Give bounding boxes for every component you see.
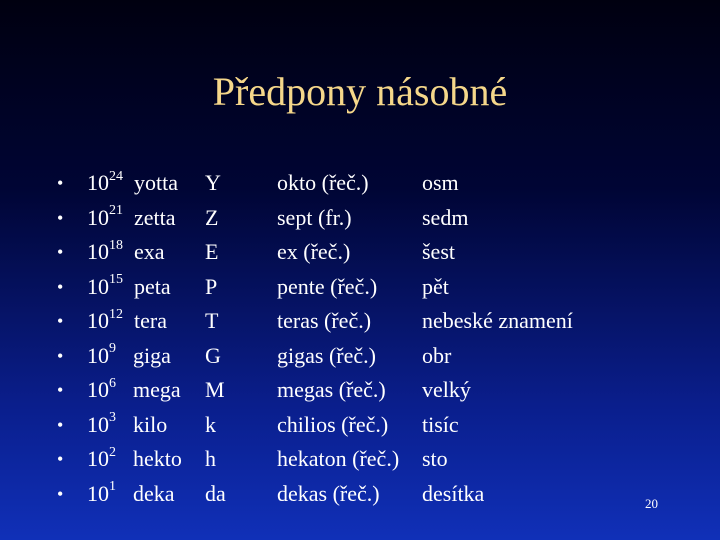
- prefix-origin: ex (řeč.): [277, 239, 351, 264]
- power-of-ten: [87, 201, 123, 235]
- prefix-name: mega: [133, 377, 181, 402]
- power-base: 10: [87, 170, 109, 195]
- bullet: •: [57, 311, 64, 331]
- prefix-meaning: desítka: [422, 480, 485, 506]
- prefix-origin: pente (řeč.): [277, 273, 378, 299]
- prefix-symbol: T: [205, 308, 219, 333]
- bullet: •: [57, 276, 64, 297]
- bullet: •: [57, 207, 64, 228]
- list-item: [0, 373, 720, 408]
- power-base: 10: [87, 377, 109, 402]
- bullet: •: [57, 173, 64, 193]
- prefix-meaning: nebeské znamení: [422, 308, 573, 333]
- prefix-meaning: tisíc: [422, 411, 459, 437]
- prefix-list: [0, 166, 720, 511]
- prefix-origin: gigas (řeč.): [277, 342, 376, 368]
- power-base: 10: [87, 342, 109, 368]
- prefix-name: kilo: [133, 411, 168, 437]
- bullet: •: [57, 242, 64, 262]
- prefix-name: giga: [133, 342, 171, 368]
- power-exponent: 24: [109, 168, 123, 184]
- bullet: •: [57, 414, 64, 435]
- power-of-ten: [87, 442, 116, 476]
- prefix-origin: hekaton (řeč.): [277, 446, 400, 471]
- power-exponent: 15: [109, 272, 123, 288]
- bullet: •: [57, 345, 64, 366]
- prefix-name: deka: [133, 480, 175, 506]
- prefix-meaning: osm: [422, 170, 459, 195]
- bullet: •: [57, 380, 64, 400]
- prefix-meaning: pět: [422, 273, 449, 299]
- power-exponent: 1: [109, 479, 116, 495]
- slide-title: Předpony násobné: [212, 69, 508, 114]
- power-exponent: 21: [109, 203, 123, 219]
- power-base: 10: [87, 308, 109, 333]
- prefix-origin: dekas (řeč.): [277, 480, 380, 506]
- prefix-meaning: šest: [422, 239, 455, 264]
- prefix-origin: okto (řeč.): [277, 170, 369, 195]
- bullet: •: [57, 449, 64, 469]
- prefix-symbol: E: [205, 239, 219, 264]
- prefix-name: peta: [134, 273, 171, 299]
- power-exponent: 3: [109, 410, 116, 426]
- prefix-origin: sept (fr.): [277, 204, 352, 230]
- prefix-symbol: Y: [205, 170, 221, 195]
- power-base: 10: [87, 273, 109, 299]
- bullet: •: [57, 483, 64, 504]
- power-exponent: 18: [109, 237, 123, 253]
- list-item: [0, 166, 720, 201]
- prefix-origin: teras (řeč.): [277, 308, 372, 333]
- power-exponent: 6: [109, 375, 116, 391]
- prefix-meaning: obr: [422, 342, 452, 368]
- list-item: [0, 304, 720, 339]
- prefix-symbol: G: [205, 342, 221, 368]
- page-number: 20: [645, 496, 658, 511]
- list-item: [0, 235, 720, 270]
- prefix-symbol: k: [205, 411, 216, 437]
- prefix-symbol: da: [205, 480, 226, 506]
- prefix-meaning: sedm: [422, 204, 469, 230]
- prefix-name: exa: [134, 239, 165, 264]
- power-of-ten: [87, 408, 116, 442]
- power-of-ten: [87, 304, 123, 338]
- power-exponent: 2: [109, 444, 116, 460]
- prefix-name: tera: [134, 308, 167, 333]
- prefix-symbol: h: [205, 446, 216, 471]
- power-exponent: 12: [109, 306, 123, 322]
- list-item: [0, 477, 720, 512]
- power-of-ten: [87, 477, 116, 511]
- power-base: 10: [87, 446, 109, 471]
- prefix-name: zetta: [134, 204, 176, 230]
- power-of-ten: [87, 235, 123, 269]
- list-item: [0, 270, 720, 305]
- prefix-symbol: M: [205, 377, 225, 402]
- list-item: [0, 408, 720, 443]
- prefix-name: yotta: [134, 170, 178, 195]
- power-base: 10: [87, 411, 109, 437]
- power-of-ten: [87, 373, 116, 407]
- prefix-origin: megas (řeč.): [277, 377, 386, 402]
- prefix-origin: chilios (řeč.): [277, 411, 389, 437]
- prefix-meaning: sto: [422, 446, 448, 471]
- prefix-symbol: Z: [205, 204, 219, 230]
- power-base: 10: [87, 239, 109, 264]
- power-exponent: 9: [109, 341, 116, 357]
- power-of-ten: [87, 166, 123, 200]
- power-base: 10: [87, 480, 109, 506]
- prefix-symbol: P: [205, 273, 218, 299]
- power-of-ten: [87, 339, 116, 373]
- list-item: [0, 339, 720, 374]
- prefix-name: hekto: [133, 446, 182, 471]
- list-item: [0, 442, 720, 477]
- list-item: [0, 201, 720, 236]
- prefix-meaning: velký: [422, 377, 471, 402]
- power-base: 10: [87, 204, 109, 230]
- power-of-ten: [87, 270, 123, 304]
